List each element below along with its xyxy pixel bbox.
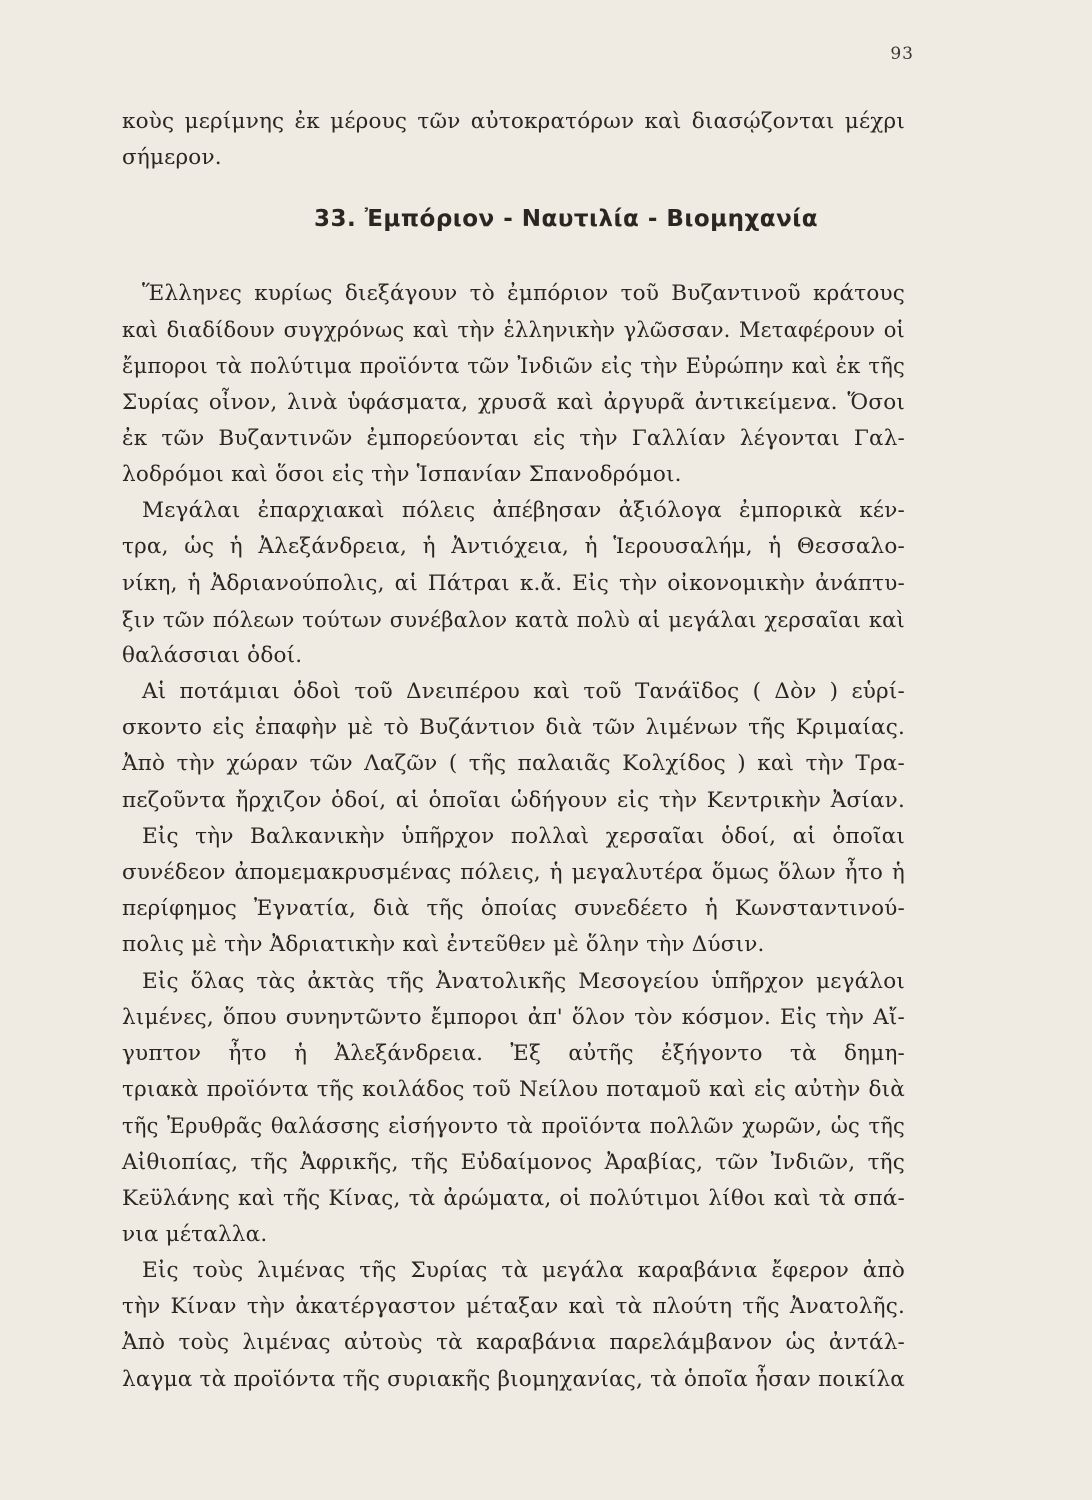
text-line: Εἰς τὴν Βαλκανικὴν ὑπῆρχον πολλαὶ χερσαῖαι ὁδοί, αἱ ὁποῖαι bbox=[142, 823, 905, 849]
text-line: Εἰς τοὺς λιμένας τῆς Συρίας τὰ μεγάλα καραβάνια ἔφερον ἀπὸ bbox=[142, 1258, 905, 1284]
section-body bbox=[122, 276, 905, 1398]
text-line: πεζοῦντα ἤρχιζον ὁδοί, αἱ ὁποῖαι ὡδήγουν εἰς τὴν Κεντρικὴν Ἀσίαν. bbox=[122, 787, 905, 813]
text-line: τῆς Ἐρυθρᾶς θαλάσσης εἰσήγοντο τὰ προϊόντα πολλῶν χωρῶν, ὡς τῆς bbox=[122, 1114, 905, 1139]
text-line: σήμερον. bbox=[122, 145, 222, 171]
text-line: νίκη, ἡ Ἀδριανούπολις, αἱ Πάτραι κ.ἄ. Εἰς τὴν οἰκονομικὴν ἀνάπτυ- bbox=[122, 570, 905, 596]
text-line: Αἰθιοπίας, τῆς Ἀφρικῆς, τῆς Εὐδαίμονος Ἀραβίας, τῶν Ἰνδιῶν, τῆς bbox=[122, 1149, 905, 1175]
section-title: 33. Ἐμπόριον - Ναυτιλία - Βιομηχανία bbox=[313, 206, 819, 232]
text-line: ἐκ τῶν Βυζαντινῶν ἐμπορεύονται εἰς τὴν Γαλλίαν λέγονται Γαλ- bbox=[122, 425, 905, 451]
text-line: τριακὰ προϊόντα τῆς κοιλάδος τοῦ Νείλου ποταμοῦ καὶ εἰς αὐτὴν διὰ bbox=[122, 1077, 905, 1103]
text-line: καὶ διαδίδουν συγχρόνως καὶ τὴν ἑλληνικὴν γλῶσσαν. Μεταφέρουν οἱ bbox=[122, 318, 905, 343]
text-line: Κεϋλάνης καὶ τῆς Κίνας, τὰ ἀρώματα, οἱ πολύτιμοι λίθοι καὶ τὰ σπά- bbox=[122, 1185, 905, 1211]
continued-paragraph bbox=[122, 104, 905, 176]
text-line: Ἀπὸ τὴν χώραν τῶν Λαζῶν ( τῆς παλαιᾶς Κολχίδος ) καὶ τὴν Τρα- bbox=[122, 751, 905, 777]
text-line: Μεγάλαι ἐπαρχιακαὶ πόλεις ἀπέβησαν ἀξιόλογα ἐμπορικὰ κέν- bbox=[142, 498, 905, 524]
text-line: λοδρόμοι καὶ ὅσοι εἰς τὴν Ἱσπανίαν Σπανοδρόμοι. bbox=[122, 461, 682, 487]
text-line: κοὺς μερίμνης ἐκ μέρους τῶν αὐτοκρατόρων καὶ διασῴζονται μέχρι bbox=[122, 109, 905, 134]
text-line: Ἕλληνες κυρίως διεξάγουν τὸ ἐμπόριον τοῦ Βυζαντινοῦ κράτους bbox=[142, 281, 905, 306]
page-number: 93 bbox=[890, 44, 914, 64]
text-line: Εἰς ὅλας τὰς ἀκτὰς τῆς Ἀνατολικῆς Μεσογείου ὑπῆρχον μεγάλοι bbox=[142, 968, 905, 994]
text-line: σκοντο εἰς ἐπαφὴν μὲ τὸ Βυζάντιον διὰ τῶν λιμένων τῆς Κριμαίας. bbox=[122, 715, 905, 741]
text-line: συνέδεον ἀπομεμακρυσμένας πόλεις, ἡ μεγαλυτέρα ὅμως ὅλων ἦτο ἡ bbox=[122, 860, 905, 885]
text-line: λιμένες, ὅπου συνηντῶντο ἔμποροι ἀπ' ὅλον τὸν κόσμον. Εἰς τὴν Αἴ- bbox=[122, 1004, 905, 1030]
text-line: θαλάσσιαι ὁδοί. bbox=[122, 642, 303, 668]
text-line: τὴν Κίναν τὴν ἀκατέργαστον μέταξαν καὶ τὰ πλούτη τῆς Ἀνατολῆς. bbox=[122, 1294, 905, 1320]
text-line: ξιν τῶν πόλεων τούτων συνέβαλον κατὰ πολὺ αἱ μεγάλαι χερσαῖαι καὶ bbox=[122, 607, 905, 632]
text-line: περίφημος Ἐγνατία, διὰ τῆς ὁποίας συνεδέετο ἡ Κωνσταντινού- bbox=[122, 896, 905, 922]
text-line: τρα, ὡς ἡ Ἀλεξάνδρεια, ἡ Ἀντιόχεια, ἡ Ἱερουσαλήμ, ἡ Θεσσαλο- bbox=[122, 534, 905, 560]
text-line: Συρίας οἶνον, λινὰ ὑφάσματα, χρυσᾶ καὶ ἀργυρᾶ ἀντικείμενα. Ὅσοι bbox=[122, 389, 905, 415]
text-line: γυπτον ἦτο ἡ Ἀλεξάνδρεια. Ἐξ αὐτῆς ἐξήγοντο τὰ δημη- bbox=[122, 1040, 905, 1066]
text-line: πολις μὲ τὴν Ἀδριατικὴν καὶ ἐντεῦθεν μὲ ὅλην τὴν Δύσιν. bbox=[122, 932, 765, 958]
text-line: λαγμα τὰ προϊόντα τῆς συριακῆς βιομηχανίας, τὰ ὁποῖα ἦσαν ποικίλα bbox=[122, 1366, 905, 1392]
text-line: νια μέταλλα. bbox=[122, 1221, 268, 1247]
text-line: ἔμποροι τὰ πολύτιμα προϊόντα τῶν Ἰνδιῶν εἰς τὴν Εὐρώπην καὶ ἐκ τῆς bbox=[122, 354, 905, 379]
text-line: Ἀπὸ τοὺς λιμένας αὐτοὺς τὰ καραβάνια παρελάμβανον ὡς ἀντάλ- bbox=[122, 1330, 905, 1356]
text-line: Αἱ ποτάμιαι ὁδοὶ τοῦ Δνειπέρου καὶ τοῦ Τανάϊδος ( Δὸν ) εὑρί- bbox=[142, 679, 905, 705]
